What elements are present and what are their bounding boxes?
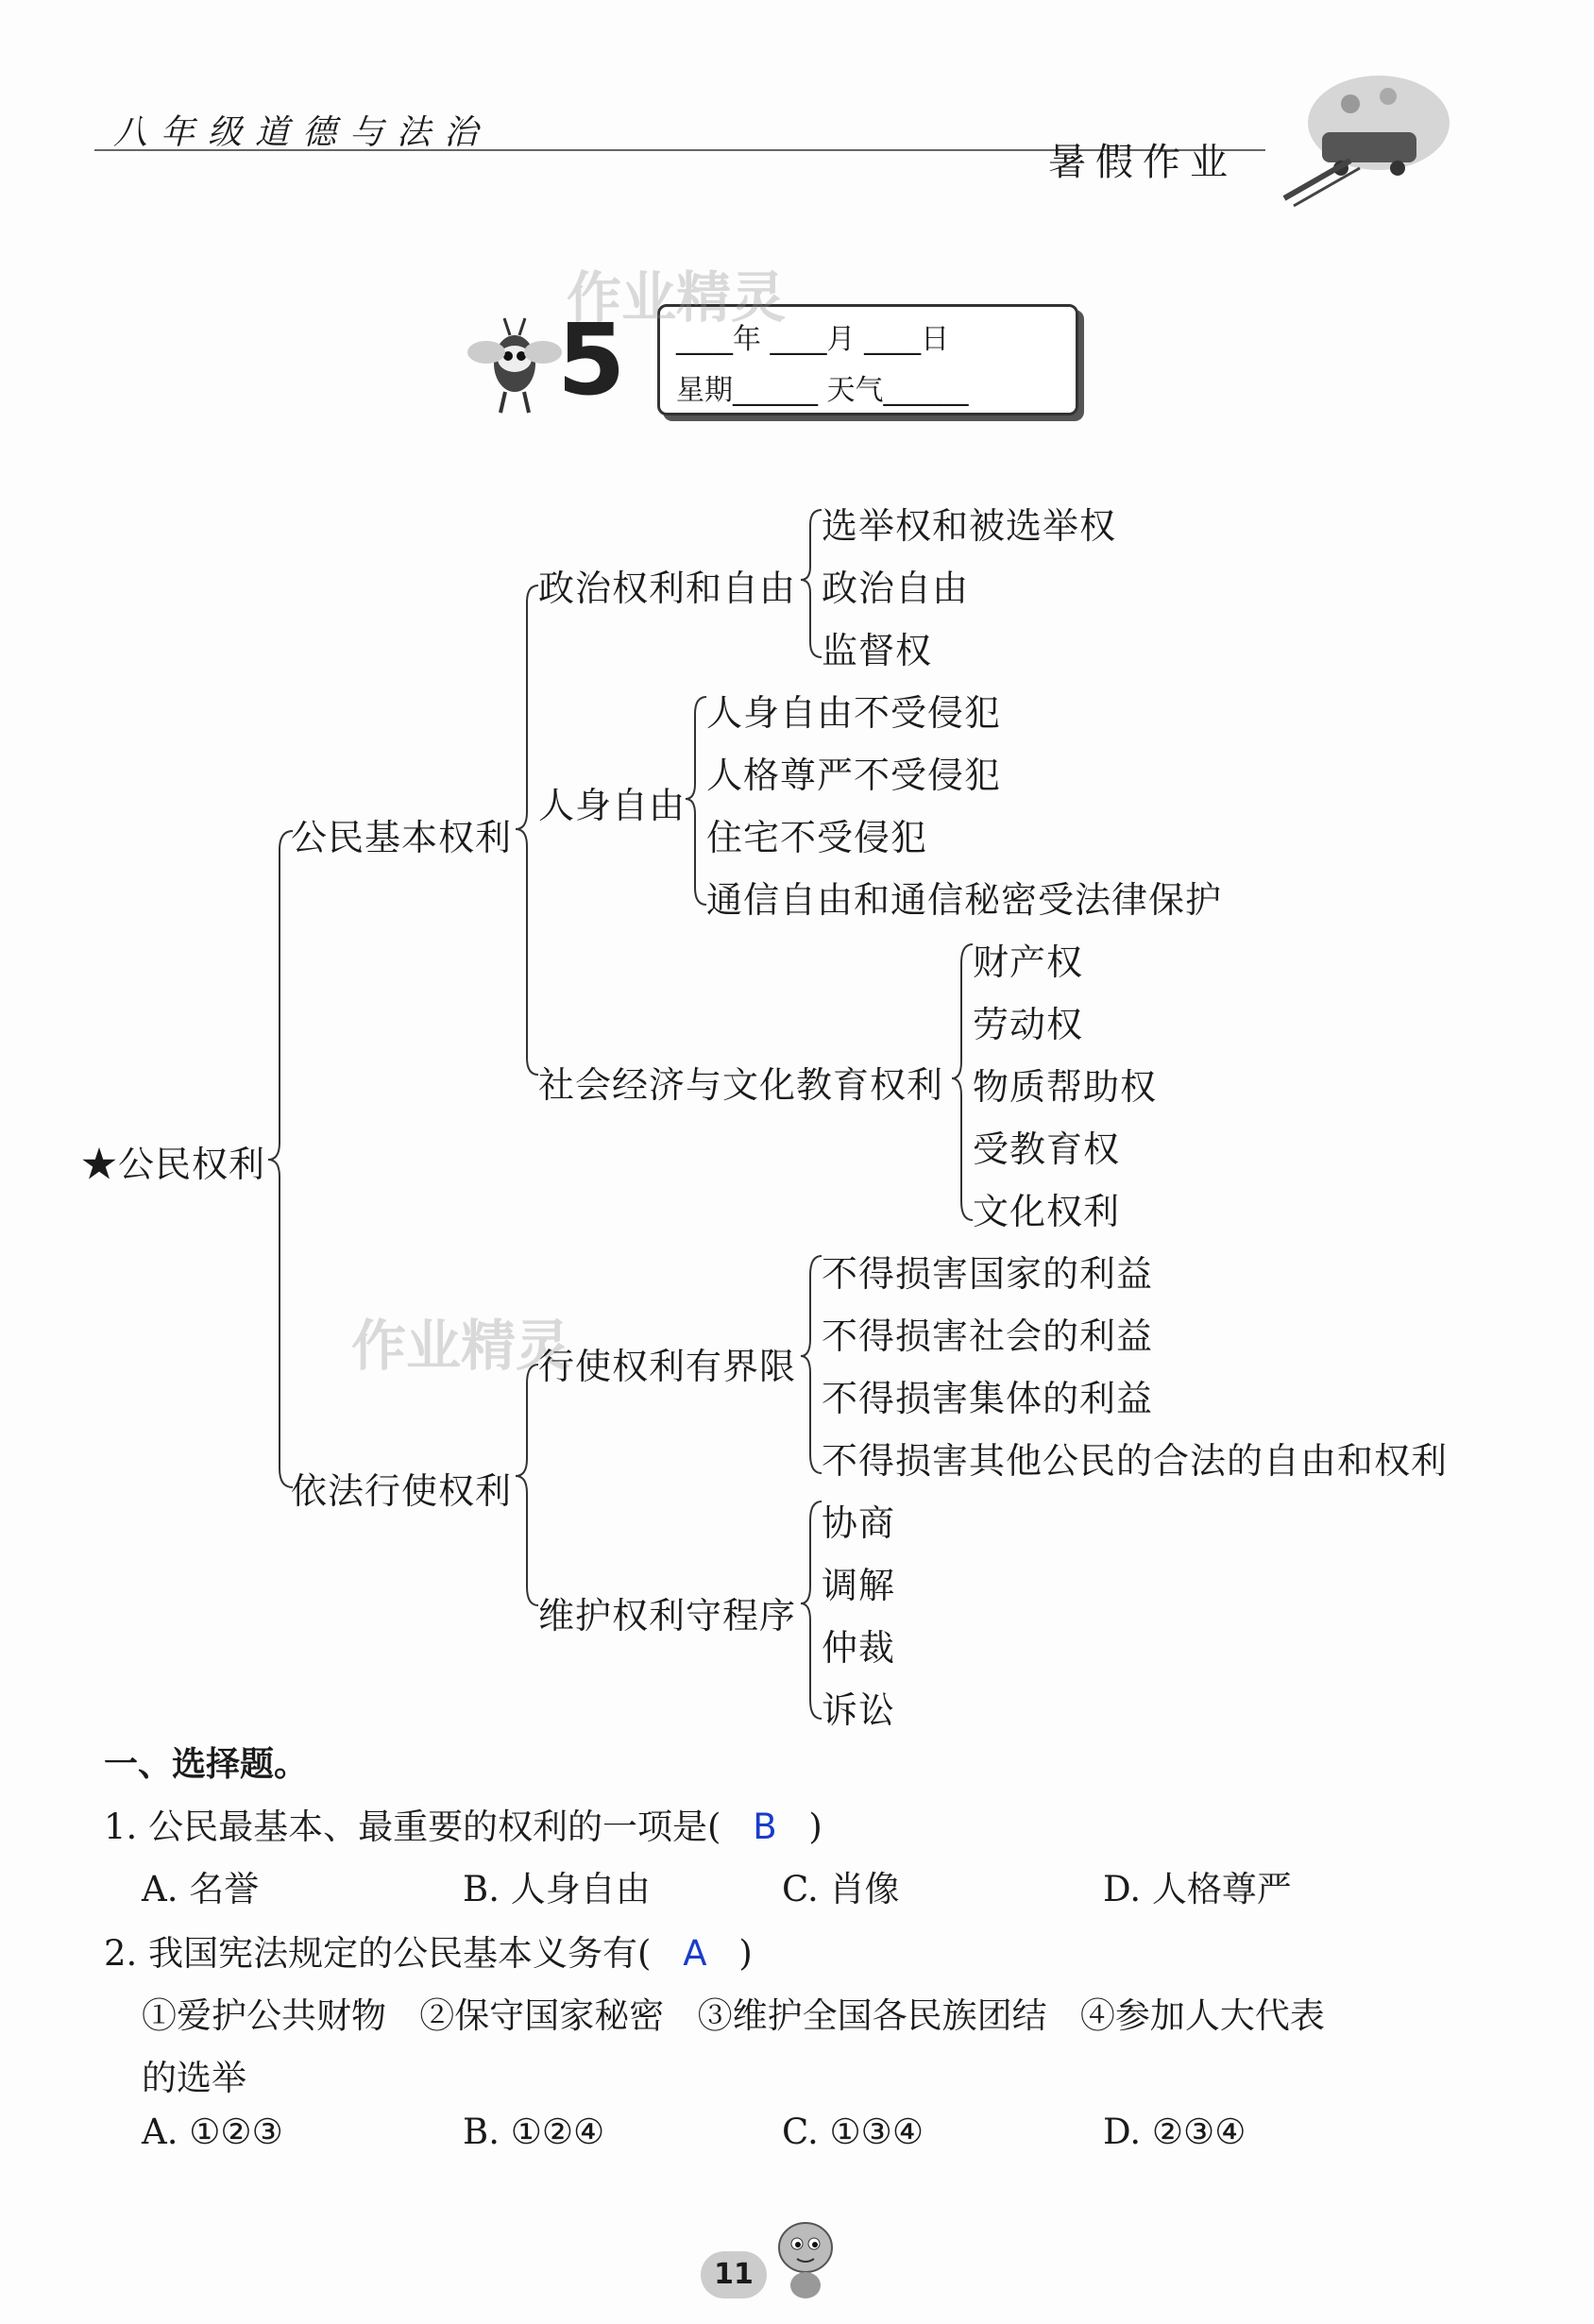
item-dignity: 人格尊严不受侵犯 xyxy=(706,755,1002,796)
item-material-aid: 物质帮助权 xyxy=(973,1066,1158,1108)
item-election-right: 选举权和被选举权 xyxy=(822,505,1117,547)
question-statements: ①爱护公共财物 ②保守国家秘密 ③维护全国各民族团结 ④参加人大代表 xyxy=(142,1995,1325,2036)
sub-social-economic-rights: 社会经济与文化教育权利 xyxy=(538,1064,944,1106)
page-number: 11 xyxy=(701,2251,767,2299)
item-residence: 住宅不受侵犯 xyxy=(706,817,928,858)
watermark: 作业精灵 xyxy=(351,1314,571,1378)
branch-basic-rights: 公民基本权利 xyxy=(291,817,513,858)
branch-exercise-rights: 依法行使权利 xyxy=(291,1470,513,1512)
question-close: ) xyxy=(738,1933,753,1974)
watermark: 作业精灵 xyxy=(567,265,787,330)
question-stem: 1. 公民最基本、最重要的权利的一项是( xyxy=(104,1807,721,1847)
unit-number: 5 xyxy=(557,302,626,417)
mascot-icon xyxy=(763,2210,848,2304)
question-2 xyxy=(104,1925,753,1976)
question-statements-cont: 的选举 xyxy=(142,2058,246,2098)
item-other-citizens: 不得损害其他公民的合法的自由和权利 xyxy=(822,1440,1449,1482)
item-communication: 通信自由和通信秘密受法律保护 xyxy=(706,879,1223,921)
item-supervision-right: 监督权 xyxy=(822,630,933,671)
week-weather-fields: 星期______ 天气______ xyxy=(676,374,969,407)
item-culture: 文化权利 xyxy=(973,1191,1121,1232)
item-collective-interest: 不得损害集体的利益 xyxy=(822,1378,1154,1419)
option-a: A. ①②③ xyxy=(142,2112,283,2152)
answer-text: B xyxy=(753,1807,777,1847)
series-title: 暑假作业 xyxy=(1048,141,1237,184)
question-stem: 2. 我国宪法规定的公民基本义务有( xyxy=(104,1933,652,1974)
date-fields: ____年 ____月 ____日 xyxy=(676,323,950,356)
item-education: 受教育权 xyxy=(973,1128,1121,1170)
item-political-freedom: 政治自由 xyxy=(822,568,970,609)
item-labor: 劳动权 xyxy=(973,1004,1084,1045)
option-a: A. 名誉 xyxy=(142,1869,260,1909)
mindmap-root: ★公民权利 xyxy=(81,1144,266,1185)
option-b: B. ①②④ xyxy=(463,2112,605,2152)
subject-title: 八年级道德与法治 xyxy=(113,113,492,152)
option-c: C. ①③④ xyxy=(782,2112,924,2152)
question-close: ) xyxy=(808,1807,822,1847)
option-b: B. 人身自由 xyxy=(463,1869,651,1909)
item-negotiation: 协商 xyxy=(822,1502,896,1544)
sub-political-rights: 政治权利和自由 xyxy=(538,568,797,609)
item-property: 财产权 xyxy=(973,941,1084,983)
question-1 xyxy=(104,1798,822,1849)
answer-text: A xyxy=(683,1933,707,1974)
item-personal-freedom: 人身自由不受侵犯 xyxy=(706,692,1002,734)
item-state-interest: 不得损害国家的利益 xyxy=(822,1253,1154,1295)
option-d: D. ②③④ xyxy=(1103,2112,1246,2152)
item-mediation: 调解 xyxy=(822,1565,896,1606)
sub-rights-limits: 行使权利有界限 xyxy=(538,1346,797,1387)
item-litigation: 诉讼 xyxy=(822,1689,896,1731)
sub-personal-freedom: 人身自由 xyxy=(538,785,687,826)
section-title: 一、选择题。 xyxy=(104,1745,309,1784)
sub-rights-procedure: 维护权利守程序 xyxy=(538,1595,797,1637)
item-social-interest: 不得损害社会的利益 xyxy=(822,1315,1154,1357)
option-c: C. 肖像 xyxy=(782,1869,900,1909)
item-arbitration: 仲裁 xyxy=(822,1627,896,1669)
option-d: D. 人格尊严 xyxy=(1103,1869,1292,1909)
